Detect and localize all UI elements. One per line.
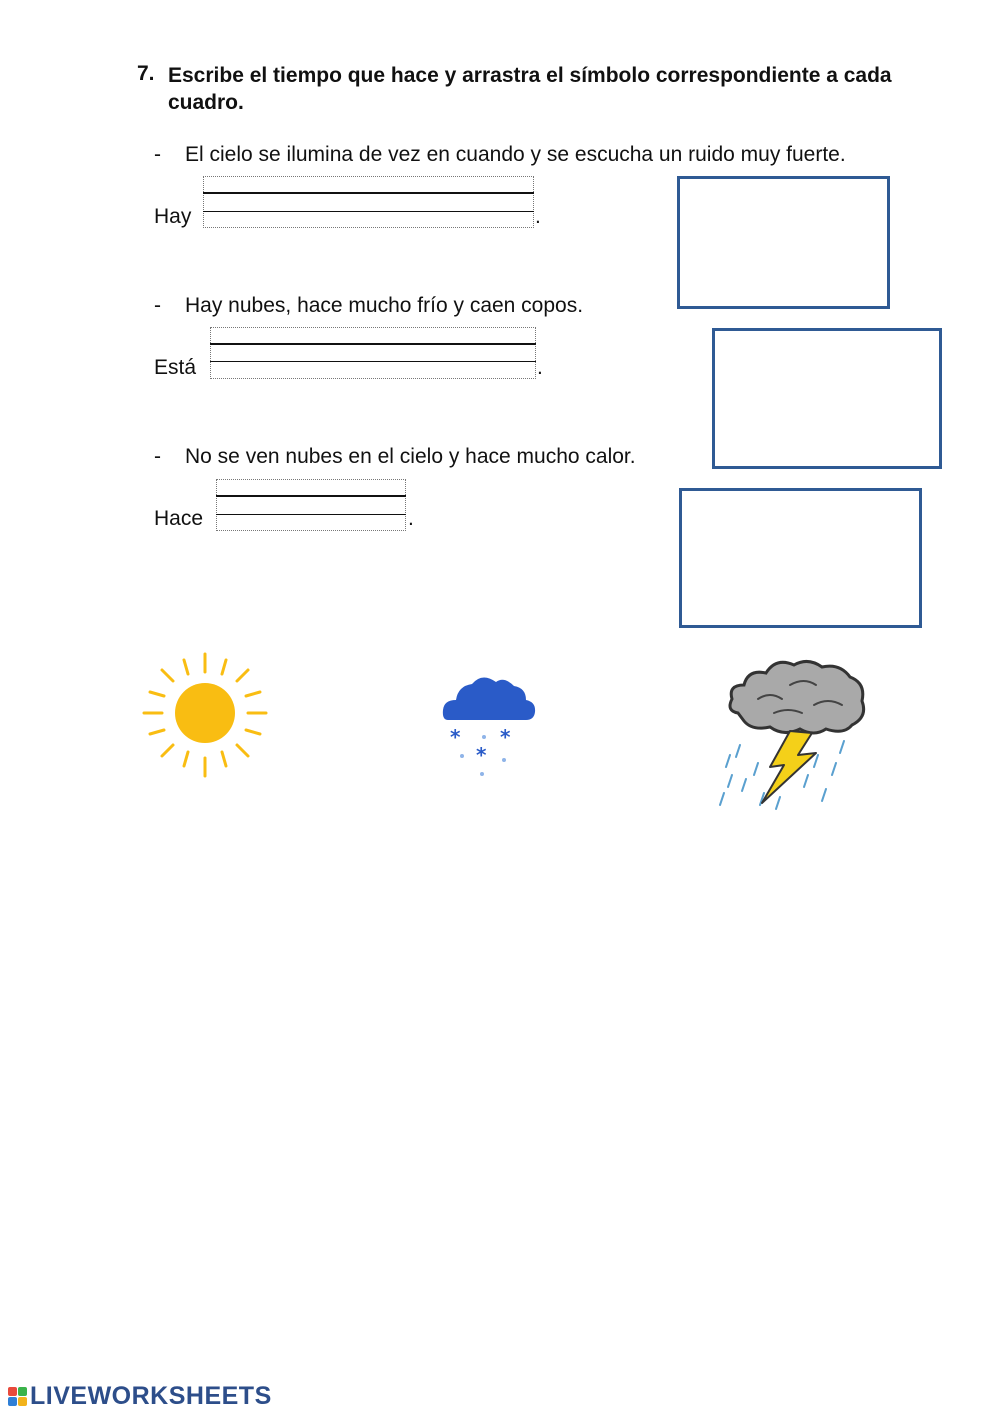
sentence-period: . [535,205,541,228]
logo-text: LIVEWORKSHEETS [30,1382,272,1410]
drop-box-1[interactable] [677,176,890,309]
svg-text:*: * [476,743,487,767]
snow-cloud-icon-graphic [440,668,538,780]
answer-input-3[interactable] [216,479,406,531]
sentence-period: . [408,507,414,530]
sun-icon-graphic [140,650,270,780]
answer-input-1[interactable] [203,176,534,228]
drop-box-3[interactable] [679,488,922,628]
answer-input-2[interactable] [210,327,536,379]
drop-box-2[interactable] [712,328,942,469]
item-statement: El cielo se ilumina de vez en cuando y se escucha un ruido muy fuerte. [185,143,846,166]
item-dash: - [154,143,161,166]
sentence-period: . [537,356,543,379]
storm-cloud-icon[interactable] [718,655,870,815]
snow-cloud-icon[interactable] [440,668,538,780]
item-statement: No se ven nubes en el cielo y hace mucho calor. [185,445,636,468]
answer-lead-hay: Hay [154,205,192,228]
answer-lead-hace: Hace [154,507,204,530]
answer-field-wrapper [210,327,536,379]
item-statement: Hay nubes, hace mucho frío y caen copos. [185,294,584,317]
answer-lead-esta: Está [154,356,197,379]
svg-text:*: * [500,725,511,749]
answer-field-wrapper [203,176,534,228]
storm-cloud-icon-graphic [718,655,870,815]
answer-field-wrapper [216,479,406,531]
item-dash: - [154,294,161,317]
question-number: 7. [137,62,155,85]
item-dash: - [154,445,161,468]
liveworksheets-logo [8,1382,272,1411]
question-instruction: Escribe el tiempo que hace y arrastra el símbolo correspondiente a cada cuadro. [168,64,892,114]
sun-icon[interactable] [140,650,270,780]
svg-text:*: * [450,725,461,749]
logo-mark-icon [8,1387,27,1406]
